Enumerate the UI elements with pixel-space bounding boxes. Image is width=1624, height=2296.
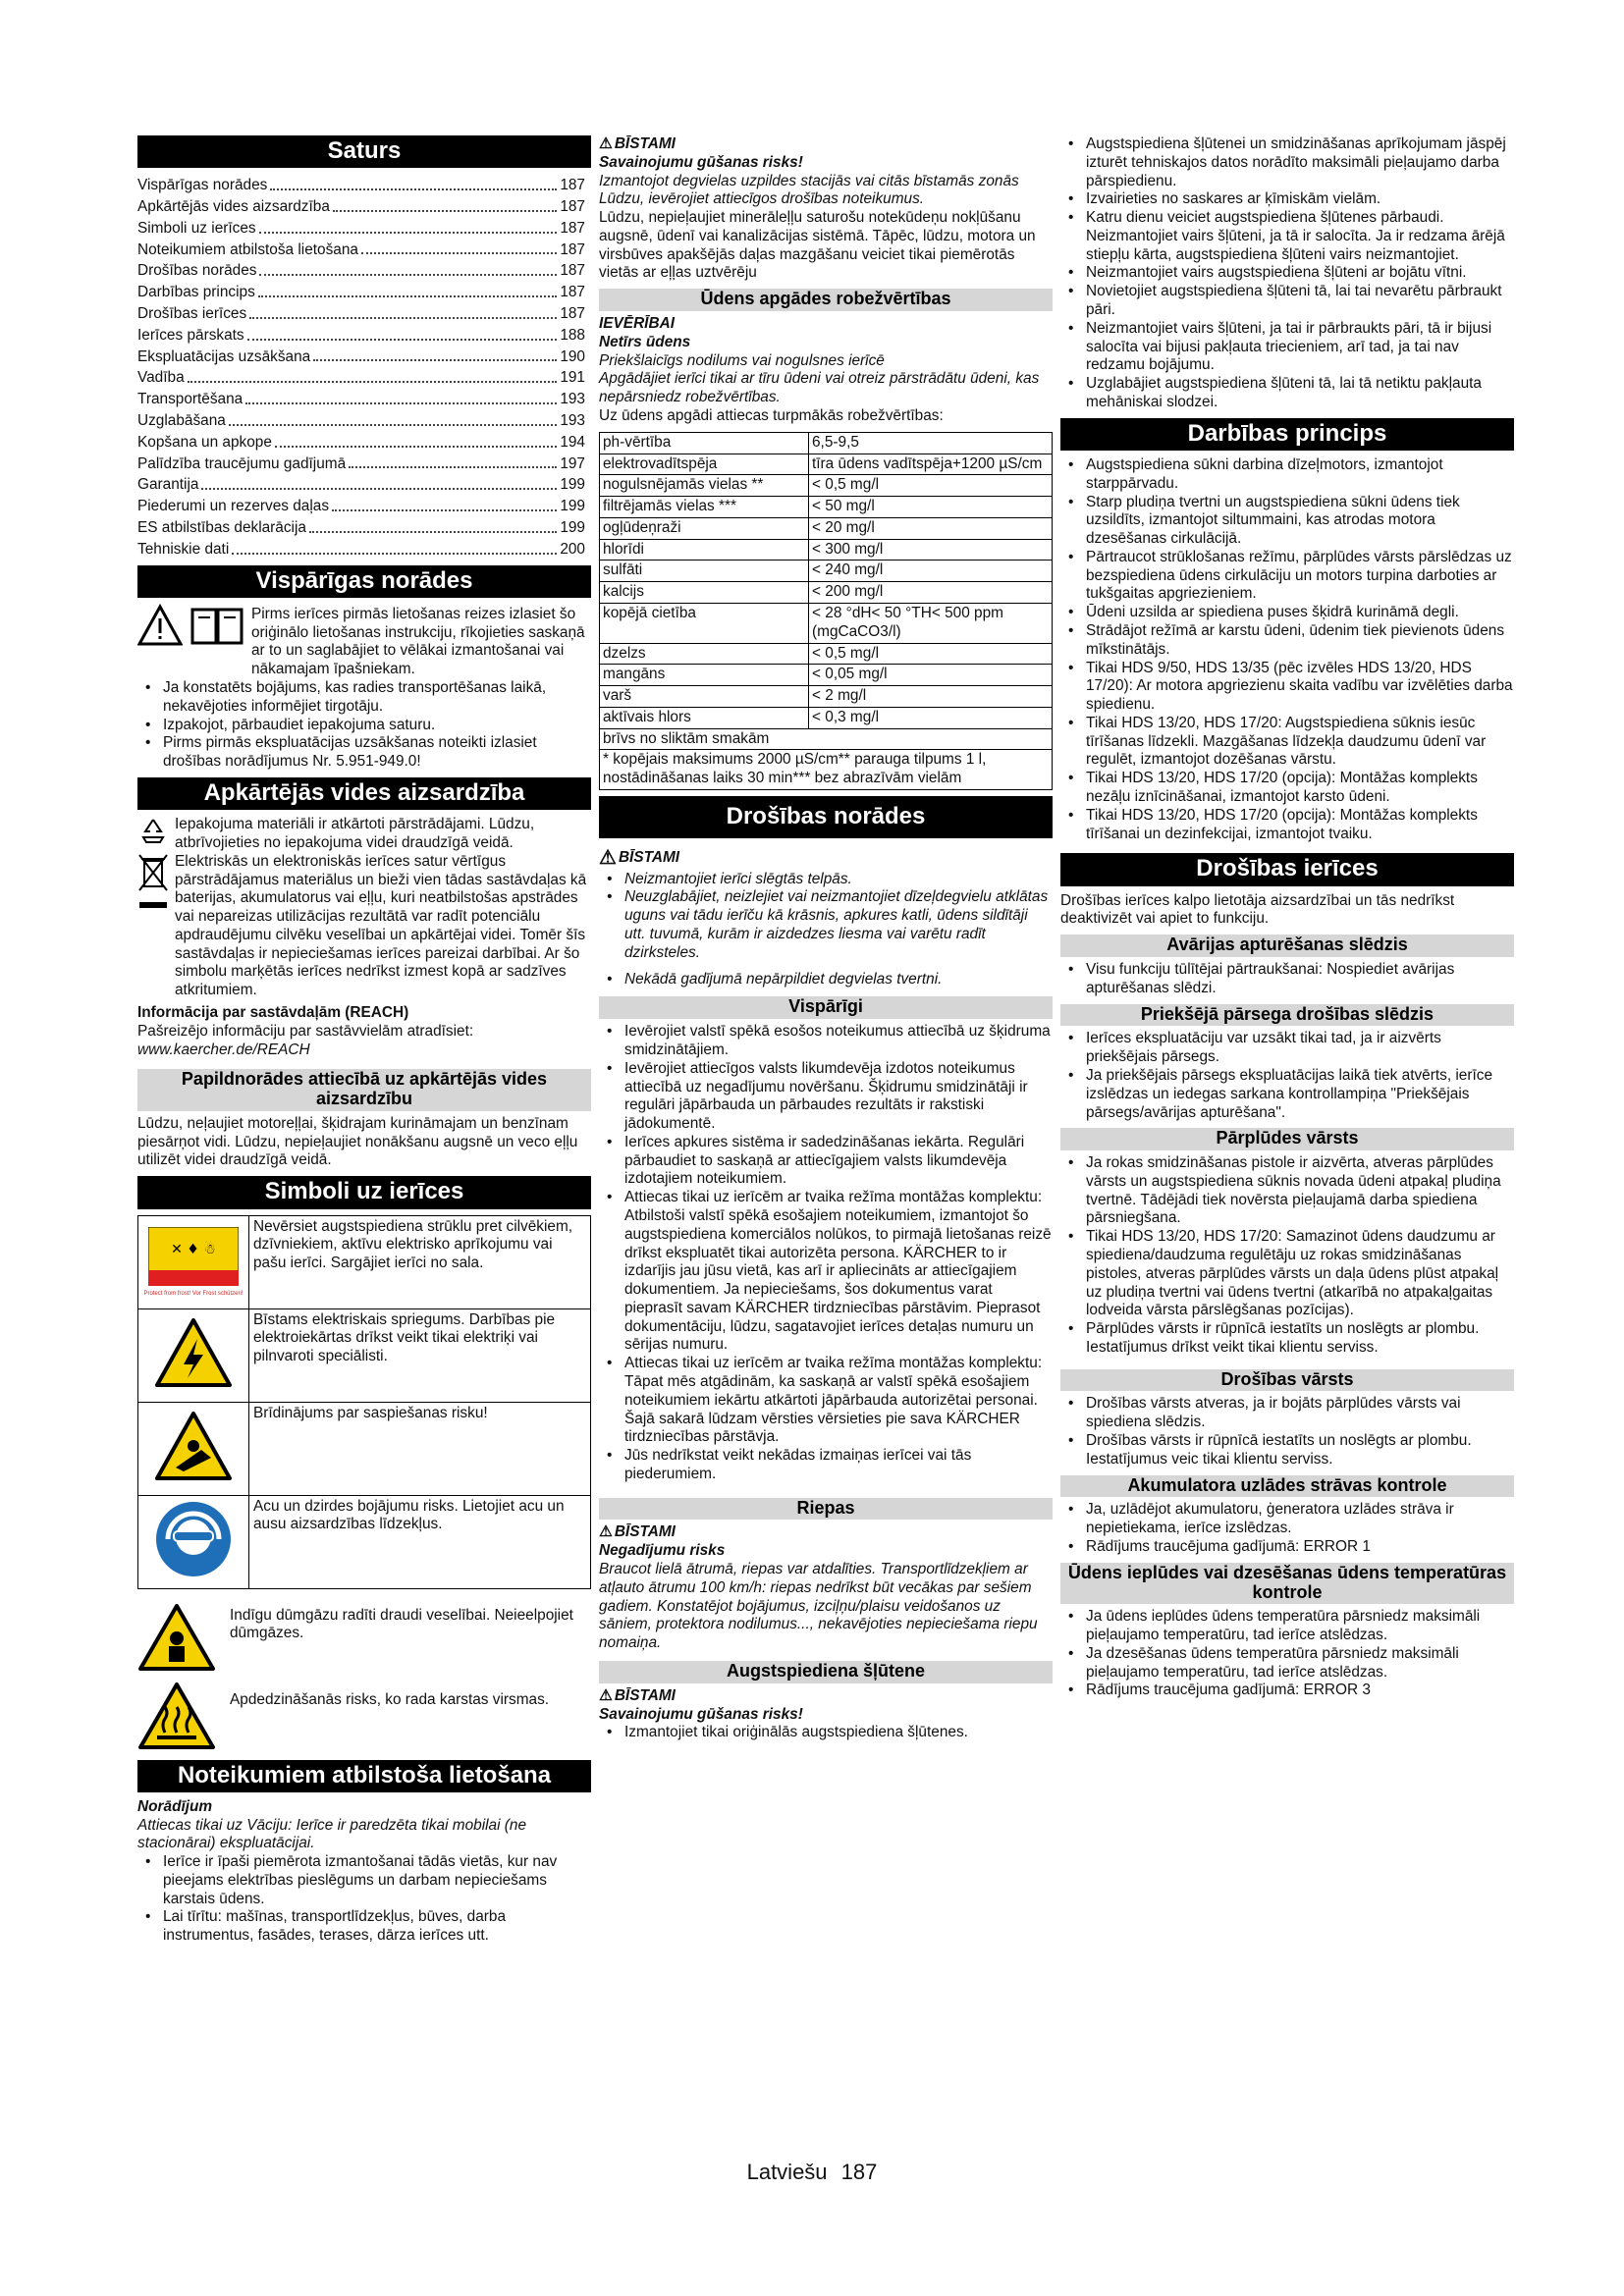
devices-intro: Drošības ierīces kalpo lietotāja aizsardzībai un tās nedrīkst deaktivizēt vai apiet to funkciju. xyxy=(1060,891,1455,928)
toc-entry[interactable] xyxy=(137,409,591,431)
limit-parameter: filtrējamās vielas *** xyxy=(600,497,809,518)
toc-entry-page: 200 xyxy=(560,540,585,558)
toc-leader xyxy=(229,424,557,426)
symbols-heading: Simboli uz ierīces xyxy=(137,1176,591,1208)
list-item: • Ierīces apkures sistēma ir sadedzināšanas iekārta. Regulāri pārbaudiet to saskaņā ar attiecīgajiem valsts likumdevēja izdotajiem noteikumiem. xyxy=(599,1134,1053,1189)
list-item: • Neuzglabājiet, neizlejiet vai neizmantojiet dīzeļdegvielu atklātas uguns vai tādu ierīču kā krāsnis, apkures katli, ūdens sildītāji utt. tuvumā, kurām ir aizdedzes liesma vai varētu radīt dzirksteles. xyxy=(599,888,1053,962)
toc-leader xyxy=(188,381,557,383)
toc-leader xyxy=(275,446,557,448)
limit-value: < 0,5 mg/l xyxy=(809,643,1053,665)
safety-heading: Drošības norādes xyxy=(599,796,1053,838)
battery-heading: Akumulatora uzlādes strāvas kontrole xyxy=(1060,1475,1514,1498)
toc-entry-title: ES atbilstības deklarācija xyxy=(137,519,306,537)
toc-entry-title: Vadība xyxy=(137,369,185,387)
list-item: • Ierīces ekspluatāciju var uzsākt tikai tad, ja ir aizvērts priekšējais pārsegs. xyxy=(1060,1030,1514,1067)
water-note-text: Apgādājiet ierīci tikai ar tīru ūdeni vai otreiz pārstrādātu ūdeni, kas nepārsniedz robežvērtības. xyxy=(599,370,1040,406)
symbol-text: Bīstams elektriskais spriegums. Darbības pie elektroiekārtas drīkst veikt tikai elektriķi vai pilnvaroti speciālisti. xyxy=(249,1308,591,1402)
danger-text: Izmantojot degvielas uzpildes stacijās vai citās bīstamās zonās xyxy=(599,172,1019,189)
toc-leader xyxy=(313,359,557,361)
env-weee-block xyxy=(137,853,591,1000)
limit-parameter: mangāns xyxy=(600,665,809,686)
toc-entry-page: 199 xyxy=(560,519,585,537)
list-item: • Ūdeni uzsilda ar spiediena puses šķidrā kurināmā degli. xyxy=(1060,604,1514,622)
toc-entry[interactable] xyxy=(137,516,591,538)
list-item: • Rādījums traucējuma gadījumā: ERROR 3 xyxy=(1060,1682,1514,1700)
front-cover-bullets xyxy=(1060,1030,1514,1122)
limit-parameter: kopējā cietība xyxy=(600,603,809,643)
list-item: • Katru dienu veiciet augstspiediena šļūtenes pārbaudi. Neizmantojiet vairs šļūteni, ja tā ir salocīta. Ja ir redzama ārējā stiepļu kārta, augstspiediena šļūteni vairs neizmantojiet. xyxy=(1060,209,1514,264)
footer-language: Latviešu xyxy=(746,2160,828,2184)
toc-entry-page: 187 xyxy=(560,262,585,280)
toc-entry[interactable] xyxy=(137,174,591,195)
list-item: • Strādājot režīmā ar karstu ūdeni, ūdenim tiek pievienots ūdens mīkstinātājs. xyxy=(1060,622,1514,660)
toc-entry-page: 191 xyxy=(560,369,585,387)
toc-entry-page: 197 xyxy=(560,454,585,472)
limit-parameter: ogļūdeņraži xyxy=(600,517,809,539)
list-item: • Attiecas tikai uz ierīcēm ar tvaika režīma montāžas komplektu: Atbilstoši valstī spēkā esošajiem noteikumiem, izmantojot šo augstspiediena komerciālos nolūkos, to pirmajā lietošanas reizē drīkst ekspluatēt tikai autorizēta persona. KÄRCHER to ir izdarījis jau jūsu vietā, kas arī ir apliecināts ar attiecīgajiem dokumentiem. Ja nepieciešams, šos dokumentus varat pieprasīt savam KÄRCHER tirdzniecības pārstāvim. Pieprasot dokumentāciju, lūdzu, sagatavojiet ierīces detaļas numuru un sērijas numuru. xyxy=(599,1189,1053,1355)
recycling-icon xyxy=(137,816,169,847)
danger-title: Savainojumu gūšanas risks! xyxy=(599,153,803,171)
column-middle xyxy=(599,135,1053,1742)
general-intro-block xyxy=(137,604,591,679)
water-heading: Ūdens apgādes robežvērtības xyxy=(599,289,1053,311)
list-item: • Ievērojiet attiecīgos valsts likumdevēja izdotos noteikumus attiecībā uz negadījumu novēršanu. Šķidrumu smidzinātāji ir regulāri jāpārbauda un pārbaudes rezultāts ir rakstiski jādokumentē. xyxy=(599,1060,1053,1134)
toc-leader xyxy=(232,553,557,555)
list-item: • Ja dzesēšanas ūdens temperatūra pārsniedz maksimāli pieļaujamo temperatūru, tad ierīce atslēdzas. xyxy=(1060,1645,1514,1682)
list-item: • Lai tīrītu: mašīnas, transportlīdzekļus, būves, darba instrumentus, fasādes, terases, dārza ierīces utt. xyxy=(137,1908,591,1946)
toc-leader xyxy=(259,274,557,276)
toc-entry[interactable] xyxy=(137,281,591,302)
symbol-cell xyxy=(138,1308,249,1402)
list-item: • Neizmantojiet vairs šļūteni, ja tai ir pārbraukts pāri, tā ir bijusi salocīta vai bijusi pakļauta triecieniem, arī tad, ja tai nav redzamu bojājumu. xyxy=(1060,320,1514,375)
limit-value: < 240 mg/l xyxy=(809,561,1053,582)
warning-triangle-icon: ⚠ xyxy=(599,1686,613,1704)
danger-label: ⚠ BĪSTAMI xyxy=(599,847,680,870)
intended-note-text: Attiecas tikai uz Vāciju: Ierīce ir paredzēta tikai mobilai (ne stacionārai) ekspluatācijai. xyxy=(137,1816,527,1852)
table-row xyxy=(600,643,1053,665)
toc-entry-page: 187 xyxy=(560,219,585,237)
tyres-sub: Negadījumu risks xyxy=(599,1542,726,1560)
list-item: • Tikai HDS 13/20, HDS 17/20: Augstspiediena sūknis iesūc tīrīšanas līdzekli. Mazgāšanas līdzekļa daudzumu ūdenī var regulēt, izmantojot dozēšanas vārstu. xyxy=(1060,715,1514,770)
table-row xyxy=(600,539,1053,561)
table-row xyxy=(600,432,1053,454)
hose-bullets-cont xyxy=(1060,135,1514,412)
intended-note-title: Norādījum xyxy=(137,1797,213,1815)
list-item: • Nekādā gadījumā nepārpildiet degvielas tvertni. xyxy=(599,971,1053,989)
limit-parameter: hlorīdi xyxy=(600,539,809,561)
toc-entry-title: Drošības norādes xyxy=(137,262,257,280)
list-item: • Augstspiediena šļūtenei un smidzināšanas aprīkojumam jāspēj izturēt tehniskajos datos norādīto maksimāli pieļaujamo darba pārspiedienu. xyxy=(1060,135,1514,190)
toc-entry-title: Tehniskie dati xyxy=(137,540,230,558)
limit-value: < 28 °dH< 50 °TH< 500 ppm (mgCaCO3/l) xyxy=(809,603,1053,643)
toc-entry-title: Garantija xyxy=(137,476,199,494)
devices-heading: Drošības ierīces xyxy=(1060,853,1514,885)
general-intro: Pirms ierīces pirmās lietošanas reizes izlasiet šo oriģinālo lietošanas instrukciju, rīkojieties saskaņā ar to un saglabājiet to vēlākai izmantošanai vai nākamajam īpašniekam. xyxy=(251,605,585,678)
intended-heading: Noteikumiem atbilstoša lietošana xyxy=(137,1760,591,1792)
tyres-text: Braucot lielā ātrumā, riepas var atdalīties. Transportlīdzekļiem ar atļauto ātrumu 100 km/h: riepas nedrīkst būt vecākas par sešiem gadiem. Konstatējot bojājumus, izciļņu/plaisu veidošanos uz sāniem, protektora nodilumus..., nekavējoties nepieciešama riepu nomaiņa. xyxy=(599,1561,1038,1652)
limit-value: < 300 mg/l xyxy=(809,539,1053,561)
list-item: • Tikai HDS 13/20, HDS 17/20: Samazinot ūdens daudzumu ar spiediena/daudzuma regulētāju uz rokas smidzināšanas pistoles, atveras pārplūdes vārsts un daļa ūdens plūst atpakaļ uz pludiņa tvertni vai ūdens tvertni (atkarībā no atpakaļgaitas lodveida vārsta pārslēgšanas pozīcijas). xyxy=(1060,1228,1514,1320)
limit-parameter: dzelzs xyxy=(600,643,809,665)
toc-entry[interactable] xyxy=(137,431,591,453)
table-row xyxy=(600,665,1053,686)
env-heading: Apkārtējās vides aizsardzība xyxy=(137,777,591,810)
list-item: • Rādījums traucējuma gadījumā: ERROR 1 xyxy=(1060,1538,1514,1557)
toc-entry-title: Transportēšana xyxy=(137,391,244,408)
intended-bullets xyxy=(137,1853,591,1946)
toxic-fumes-icon xyxy=(137,1603,216,1672)
toc-entry[interactable] xyxy=(137,366,591,388)
limit-value: 6,5-9,5 xyxy=(809,432,1053,454)
toc-entry-title: Palīdzība traucējumu gadījumā xyxy=(137,454,347,472)
limit-parameter: ph-vērtība xyxy=(600,432,809,454)
hose-sub: Savainojumu gūšanas risks! xyxy=(599,1705,803,1723)
limit-value: < 0,5 mg/l xyxy=(809,475,1053,497)
list-item: • Ja, uzlādējot akumulatoru, ģeneratora uzlādes strāva ir nepietiekama, ierīce izslēdzas. xyxy=(1060,1501,1514,1538)
list-item: • Augstspiediena sūkni darbina dīzeļmotors, izmantojot starppārvadu. xyxy=(1060,456,1514,494)
toc-leader xyxy=(258,295,557,297)
toc-entry-title: Vispārīgas norādes xyxy=(137,177,268,194)
emergency-heading: Avārijas apturēšanas slēdzis xyxy=(1060,934,1514,957)
toc-entry-page: 187 xyxy=(560,305,585,323)
toc-entry[interactable] xyxy=(137,538,591,560)
toc-leader xyxy=(249,317,557,319)
symbol-text: Brīdinājums par saspiešanas risku! xyxy=(249,1402,591,1495)
toc-entry-page: 193 xyxy=(560,412,585,430)
toc-entry-page: 194 xyxy=(560,433,585,451)
limit-parameter: aktīvais hlors xyxy=(600,707,809,728)
limit-value: < 2 mg/l xyxy=(809,686,1053,708)
limit-value: tīra ūdens vadītspēja+1200 µS/cm xyxy=(809,454,1053,475)
front-cover-heading: Priekšējā pārsega drošības slēdzis xyxy=(1060,1004,1514,1027)
smell-row: brīvs no sliktām smakām xyxy=(600,728,1053,750)
general2-bullets xyxy=(599,1023,1053,1484)
list-item: • Neizmantojiet vairs augstspiediena šļūteni ar bojātu vītni. xyxy=(1060,264,1514,283)
list-item: • Izpakojot, pārbaudiet iepakojuma saturu. xyxy=(137,717,591,735)
limit-value: < 200 mg/l xyxy=(809,582,1053,604)
reach-title: Informācija par sastāvdaļām (REACH) xyxy=(137,1003,409,1021)
hot-surface-icon xyxy=(137,1682,216,1750)
table-row xyxy=(600,561,1053,582)
electric-voltage-icon xyxy=(154,1317,233,1388)
toc-list xyxy=(137,174,591,559)
reach-text: Pašreizējo informāciju par sastāvvielām atradīsiet: xyxy=(137,1022,474,1040)
limit-value: < 0,3 mg/l xyxy=(809,707,1053,728)
extra-env-heading: Papildnorādes attiecībā uz apkārtējās vides aizsardzību xyxy=(137,1069,591,1111)
no-spray-frost-icon xyxy=(148,1227,239,1286)
list-item: • Ja priekšējais pārsegs ekspluatācijas laikā tiek atvērts, ierīce izslēdzas un iedegas sarkana kontrollampiņa "Priekšējais pārsegs/avārijas apturēšana". xyxy=(1060,1067,1514,1122)
table-row xyxy=(600,497,1053,518)
symbol-cell xyxy=(138,1402,249,1495)
list-item: • Izmantojiet tikai oriģinālās augstspiediena šļūtenes. xyxy=(599,1724,1053,1742)
toc-entry-title: Simboli uz ierīces xyxy=(137,219,256,237)
toc-entry-page: 190 xyxy=(560,347,585,365)
table-row xyxy=(600,454,1053,475)
toc-entry-page: 199 xyxy=(560,498,585,515)
table-row xyxy=(600,707,1053,728)
toc-entry-title: Apkārtējās vides aizsardzība xyxy=(137,198,330,216)
crushing-hazard-icon xyxy=(154,1411,233,1481)
list-item: • Neizmantojiet ierīci slēgtās telpās. xyxy=(599,871,1053,889)
danger-label: ⚠ BĪSTAMI xyxy=(599,1523,676,1541)
table-row xyxy=(600,475,1053,497)
env-recycle-block xyxy=(137,816,591,853)
safety-valve-bullets xyxy=(1060,1395,1514,1468)
toc-entry[interactable] xyxy=(137,473,591,495)
hose-heading: Augstspiediena šļūtene xyxy=(599,1661,1053,1683)
toc-entry-title: Piederumi un rezerves daļas xyxy=(137,498,330,515)
list-item: • Drošības vārsts atveras, ja ir bojāts pārplūdes vārsts vai spiediena slēdzis. xyxy=(1060,1395,1514,1432)
list-item: • Izvairieties no saskares ar ķīmiskām vielām. xyxy=(1060,190,1514,209)
overflow-bullets xyxy=(1060,1154,1514,1358)
water-note-label: IEVĒRĪBAI xyxy=(599,315,675,333)
water-limits-table xyxy=(599,432,1053,790)
list-item: • Ievērojiet valstī spēkā esošos noteikumus attiecībā uz šķidruma smidzinātājiem. xyxy=(599,1023,1053,1060)
toc-entry[interactable] xyxy=(137,495,591,516)
column-right xyxy=(1060,135,1514,1700)
toc-entry-page: 187 xyxy=(560,240,585,258)
toc-entry-title: Ierīces pārskats xyxy=(137,326,244,344)
table-row xyxy=(600,686,1053,708)
overflow-heading: Pārplūdes vārsts xyxy=(1060,1128,1514,1150)
water-note-text: Priekšlaicīgs nodilums vai nogulsnes ierīcē xyxy=(599,351,885,369)
list-item: • Ierīce ir īpaši piemērota izmantošanai tādās vietās, kur nav pieejams elektrības pieslēgums un darbam nepieciešams karstais ūdens. xyxy=(137,1853,591,1908)
list-item: • Ja konstatēts bojājums, kas radies transportēšanas laikā, nekavējoties informējiet tirgotāju. xyxy=(137,679,591,717)
general-heading: Vispārīgas norādes xyxy=(137,565,591,598)
list-item: • Tikai HDS 13/20, HDS 17/20 (opcija): Montāžas komplekts tīrīšanai un dezinfekcijai, izmantojot tvaiku. xyxy=(1060,807,1514,844)
toc-entry-page: 187 xyxy=(560,198,585,216)
list-item: • Pārtraucot strūklošanas režīmu, pārplūdes vārsts pārslēdzas uz bezspiediena ūdens cirkulāciju un motors turpina darboties ar tukšgaitas apgriezieniem. xyxy=(1060,549,1514,604)
symbol-cell xyxy=(138,1495,249,1588)
hot-surface-text: Apdedzināšanās risks, ko rada karstas virsmas. xyxy=(230,1690,550,1708)
danger-text: Lūdzu, ievērojiet attiecīgos drošības noteikumus. xyxy=(599,190,925,208)
danger-label: ⚠ BĪSTAMI xyxy=(599,135,676,152)
emergency-bullets xyxy=(1060,961,1514,998)
list-item: • Attiecas tikai uz ierīcēm ar tvaika režīma montāžas komplektu: Tāpat mēs atgādinām, ka saskaņā ar valstī spēkā esošajiem noteikumiem iekārtu atkārtoti jāpārbauda autorizētai personai. Šajā sakarā lūdzam vērsties vērsieties pie sava KÄRCHER tirdzniecības pārstāvja. xyxy=(599,1355,1053,1447)
limit-parameter: varš xyxy=(600,686,809,708)
list-item: • Jūs nedrīkstat veikt nekādas izmaiņas ierīcei vai tās piederumiem. xyxy=(599,1447,1053,1484)
warning-triangle-icon: ⚠ xyxy=(599,1523,613,1541)
toxic-gas-block xyxy=(137,1603,591,1672)
toc-entry[interactable] xyxy=(137,195,591,217)
safety-valve-heading: Drošības vārsts xyxy=(1060,1369,1514,1392)
toc-leader xyxy=(332,509,557,511)
frost-label: Protect from frost! Vor Frost schützen! xyxy=(143,1291,244,1298)
toc-leader xyxy=(259,232,557,234)
toc-entry-page: 199 xyxy=(560,476,585,494)
page-footer xyxy=(0,2160,1624,2186)
general-bullets xyxy=(137,679,591,772)
hot-surface-block xyxy=(137,1682,591,1750)
symbol-text: Nevērsiet augstspiediena strūklu pret cilvēkiem, dzīvniekiem, aktīvu elektrisko aprīkojumu vai pašu ierīci. Sargājiet ierīci no sala. xyxy=(249,1215,591,1308)
symbol-text: Acu un dzirdes bojājumu risks. Lietojiet acu un ausu aizsardzības līdzekļus. xyxy=(249,1495,591,1588)
danger-text: Lūdzu, nepieļaujiet minerāleļļu saturošu notekūdeņu nokļūšanu augsnē, ūdenī vai kanalizācijas sistēmā. Tāpēc, lūdzu, motora un virsbūves apakšējās daļas mazgāšanu veiciet tikai piemērotās vietās ar eļļas uztvērēju xyxy=(599,209,1036,282)
toc-leader xyxy=(333,210,557,212)
footnote-row: * kopējais maksimums 2000 µS/cm** parauga tilpums 1 l, nostādināšanas laiks 30 min*** bez abrazīvām vielām xyxy=(600,750,1053,790)
water-note-title: Netīrs ūdens xyxy=(599,333,691,350)
toc-entry-title: Kopšana un apkope xyxy=(137,433,272,451)
toxic-gas-text: Indīgu dūmgāzu radīti draudi veselībai. Neieelpojiet dūmgāzes. xyxy=(230,1606,573,1642)
toc-entry[interactable] xyxy=(137,388,591,409)
toc-entry-page: 187 xyxy=(560,177,585,194)
toc-entry[interactable] xyxy=(137,239,591,260)
tyres-heading: Riepas xyxy=(599,1498,1053,1521)
warning-triangle-icon: ⚠ xyxy=(599,135,613,152)
limit-parameter: sulfāti xyxy=(600,561,809,582)
toc-entry-title: Ekspluatācijas uzsākšana xyxy=(137,347,311,365)
toc-entry[interactable] xyxy=(137,346,591,367)
toc-leader xyxy=(361,252,557,254)
list-item: • Tikai HDS 13/20, HDS 17/20 (opcija): Montāžas komplekts nezāļu iznīcināšanai, izmantojot karsto ūdeni. xyxy=(1060,770,1514,807)
symbols-table xyxy=(137,1215,591,1589)
toc-leader xyxy=(309,531,557,533)
table-row xyxy=(600,603,1053,643)
water-intro: Uz ūdens apgādi attiecas turpmākās robežvērtības: xyxy=(599,406,944,424)
hose-bullets-start xyxy=(599,1724,1053,1742)
toc-leader xyxy=(201,488,557,490)
principle-bullets xyxy=(1060,456,1514,843)
list-item: • Ja rokas smidzināšanas pistole ir aizvērta, atveras pārplūdes vārsts un augstspiediena sūknis novada ūdeni atpakaļ pludiņa tvertnē. Tādējādi tiek novērsta pieļaujamā darba spiediena pārsniegšana. xyxy=(1060,1154,1514,1228)
toc-entry-title: Uzglabāšana xyxy=(137,412,226,430)
env-packaging-text: Iepakojuma materiāli ir atkārtoti pārstrādājami. Lūdzu, atbrīvojieties no iepakojuma videi draudzīgā veidā. xyxy=(175,816,535,851)
toc-entry-title: Darbības princips xyxy=(137,284,255,301)
page-number: 187 xyxy=(840,2160,878,2184)
list-item: • Drošības vārsts ir rūpnīcā iestatīts un noslēgts ar plombu. Iestatījumus veic tikai klientu serviss. xyxy=(1060,1432,1514,1469)
toc-leader xyxy=(349,466,557,468)
list-item: • Tikai HDS 9/50, HDS 13/35 (pēc izvēles HDS 13/20, HDS 17/20): Ar motora apgriezienu skaita vadību var izvēlēties darba spiedienu. xyxy=(1060,660,1514,715)
warning-triangle-icon xyxy=(137,604,183,647)
limit-value: < 50 mg/l xyxy=(809,497,1053,518)
general2-heading: Vispārīgi xyxy=(599,996,1053,1019)
toc-entry[interactable] xyxy=(137,259,591,281)
toc-entry[interactable] xyxy=(137,302,591,324)
toc-entry[interactable] xyxy=(137,453,591,474)
toc-entry-page: 193 xyxy=(560,391,585,408)
table-row xyxy=(600,582,1053,604)
limit-parameter: elektrovadītspēja xyxy=(600,454,809,475)
extra-env-text: Lūdzu, neļaujiet motoreļļai, šķidrajam kurināmajam un benzīnam piesārņot vidi. Lūdzu, nepieļaujiet nonākšanu augsnē un veco eļļu utilizēt videi draudzīgā veidā. xyxy=(137,1114,578,1169)
toc-entry[interactable] xyxy=(137,324,591,346)
reach-url[interactable]: www.kaercher.de/REACH xyxy=(137,1041,310,1058)
toc-entry-page: 188 xyxy=(560,326,585,344)
list-item: • Pirms pirmās ekspluatācijas uzsākšanas noteikti izlasiet drošības norādījumus Nr. 5.951-949.0! xyxy=(137,734,591,772)
list-item: • Novietojiet augstspiediena šļūteni tā, lai tai nevarētu pārbraukt pāri. xyxy=(1060,283,1514,320)
eye-ear-protection-icon xyxy=(154,1500,233,1578)
toc-leader xyxy=(270,188,557,190)
toc-entry[interactable] xyxy=(137,217,591,239)
list-item: • Ja ūdens ieplūdes ūdens temperatūra pārsniedz maksimāli pieļaujamo temperatūru, tad ierīce atslēdzas. xyxy=(1060,1608,1514,1645)
env-weee-text: Elektriskās un elektroniskās ierīces satur vērtīgus pārstrādājamus materiālus un bieži vien tādas sastāvdaļas kā baterijas, akumulatorus vai eļļu, kuri neatbilstošas apstrādes vai nepareizas utilizācijas rezultātā var radīt potenciālu apdraudējumu cilvēku veselībai un apkārtējai videi. Tomēr šīs sastāvdaļas ir nepieciešamas ierīces pareizai darbībai. Ar šo simbolu marķētās ierīces nedrīkst izmest kopā ar sadzīves atkritumiem. xyxy=(175,852,587,999)
limit-value: < 0,05 mg/l xyxy=(809,665,1053,686)
temp-bullets xyxy=(1060,1608,1514,1700)
symbol-cell xyxy=(138,1215,249,1308)
limit-parameter: kalcijs xyxy=(600,582,809,604)
toc-leader xyxy=(247,339,557,341)
toc-leader xyxy=(245,402,557,404)
limit-parameter: nogulsnējamās vielas ** xyxy=(600,475,809,497)
list-item: • Visu funkciju tūlītējai pārtraukšanai: Nospiediet avārijas apturēšanas slēdzi. xyxy=(1060,961,1514,998)
warning-triangle-icon: ⚠ xyxy=(599,847,617,870)
crossed-bin-icon xyxy=(137,853,169,916)
toc-entry-page: 187 xyxy=(560,284,585,301)
safety-bullets xyxy=(599,871,1053,989)
temp-heading: Ūdens ieplūdes vai dzesēšanas ūdens temperatūras kontrole xyxy=(1060,1563,1514,1605)
list-item: • Uzglabājiet augstspiediena šļūteni tā, lai tā netiktu pakļauta mehāniskai slodzei. xyxy=(1060,375,1514,412)
column-left xyxy=(137,135,591,1946)
svg-text:✕ ♦ ☃: ✕ ♦ ☃ xyxy=(171,1241,216,1257)
toc-entry-title: Noteikumiem atbilstoša lietošana xyxy=(137,240,358,258)
limit-value: < 20 mg/l xyxy=(809,517,1053,539)
list-item: • Pārplūdes vārsts ir rūpnīcā iestatīts un noslēgts ar plombu. Iestatījumus drīkst veikt tikai klientu serviss. xyxy=(1060,1320,1514,1358)
toc-heading: Saturs xyxy=(137,135,591,168)
principle-heading: Darbības princips xyxy=(1060,418,1514,451)
list-item: • Starp pludiņa tvertni un augstspiediena sūkni ūdens tiek uzsildīts, izmantojot siltummaini, kas atrodas motora dzesēšanas cirkulācijā. xyxy=(1060,494,1514,549)
read-manual-icon xyxy=(189,604,245,647)
battery-bullets xyxy=(1060,1501,1514,1556)
toc-entry-title: Drošības ierīces xyxy=(137,305,247,323)
danger-label: ⚠ BĪSTAMI xyxy=(599,1686,676,1704)
table-row xyxy=(600,517,1053,539)
